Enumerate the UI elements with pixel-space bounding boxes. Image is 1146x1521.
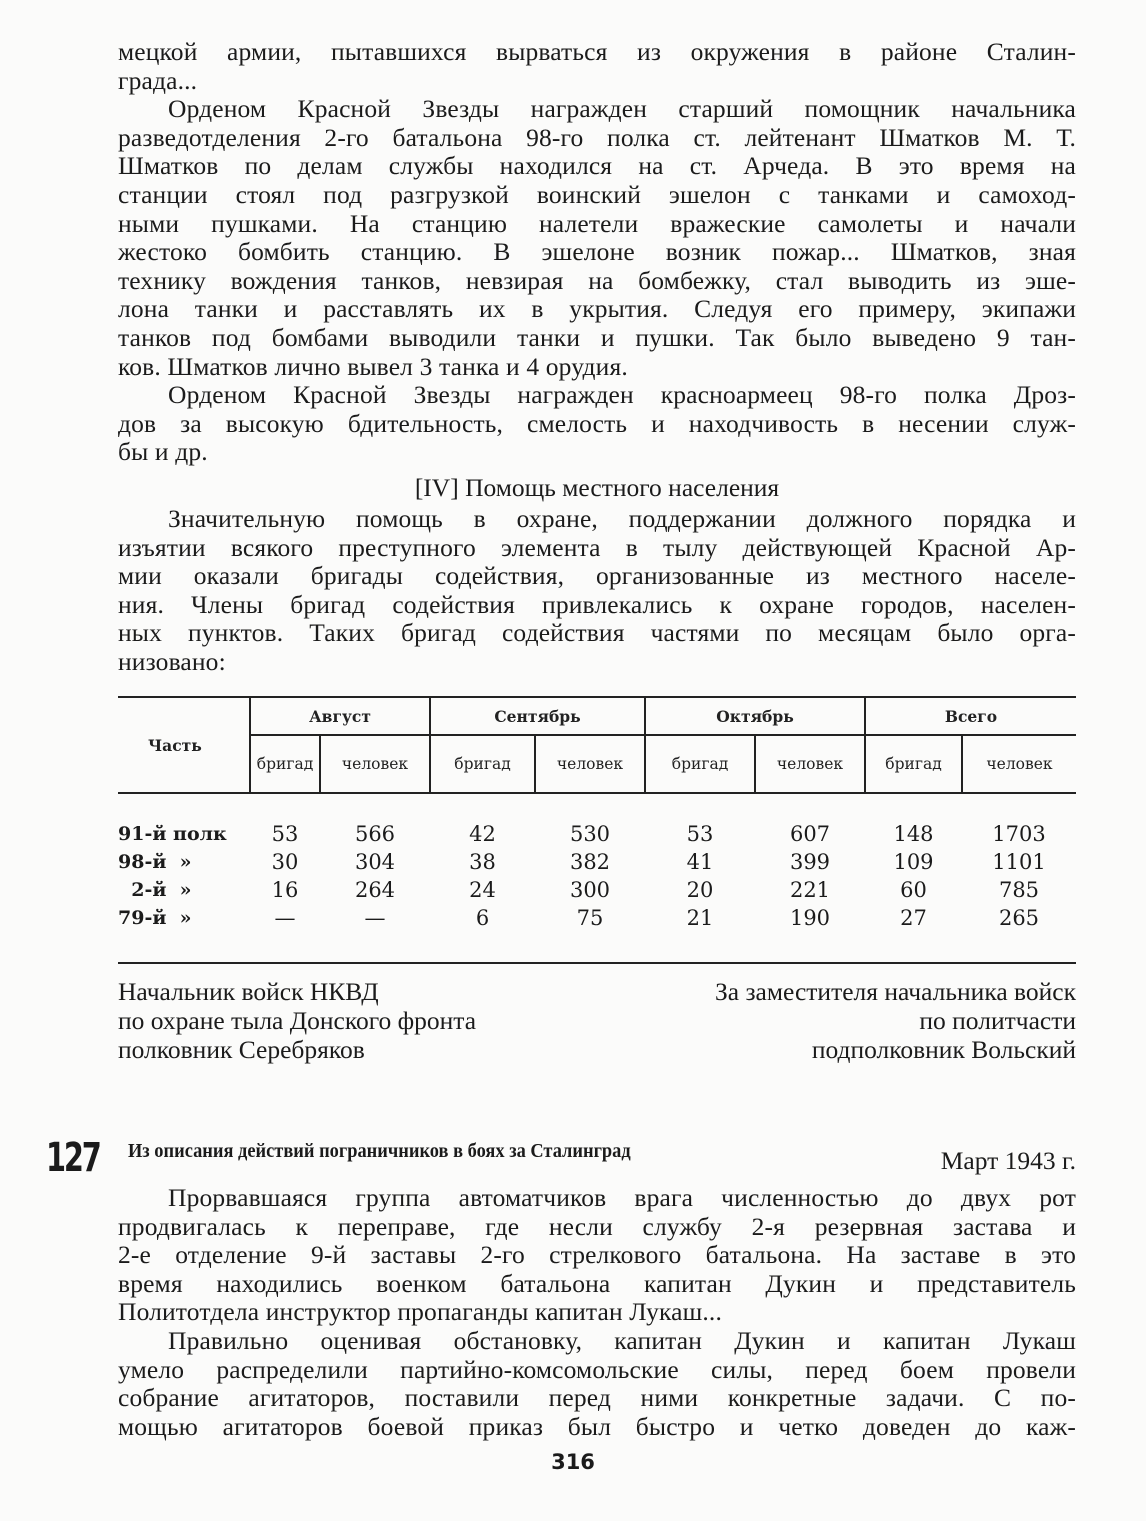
subheader-people: человек bbox=[962, 735, 1076, 793]
row-part: 91-й полк bbox=[118, 823, 227, 846]
table-row bbox=[118, 848, 1076, 876]
text-line: время находились военком батальона капитан Дукин и представитель bbox=[118, 1268, 1076, 1298]
table-row bbox=[118, 904, 1076, 963]
text-line: Политотдела инструктор пропаганды капитан Лукаш... bbox=[118, 1297, 722, 1327]
cell: 264 bbox=[354, 878, 396, 903]
signature-line: Начальник войск НКВД bbox=[118, 977, 379, 1007]
document-date: Март 1943 г. bbox=[940, 1146, 1076, 1175]
text-line: Прорвавшаяся группа автоматчиков врага численностью до двух рот bbox=[168, 1183, 1076, 1212]
cell: 109 bbox=[893, 850, 934, 875]
text-line: низовано: bbox=[118, 646, 226, 676]
cell: 148 bbox=[893, 822, 934, 847]
text-line: разведотделения 2-го батальона 98-го полка ст. лейтенант Шматков М. Т. bbox=[118, 122, 1076, 152]
cell: 53 bbox=[686, 822, 714, 847]
text-line: изъятии всякого преступного элемента в тылу действующей Красной Ар- bbox=[118, 532, 1076, 562]
header-october: Октябрь bbox=[645, 697, 865, 735]
text-line: бы и др. bbox=[118, 437, 208, 467]
paragraph-intro bbox=[118, 505, 1076, 677]
text-line: жестоко бомбить станцию. В эшелоне возник пожар... Шматков, зная bbox=[118, 237, 1076, 267]
brigades-table bbox=[118, 696, 1076, 964]
text-line: продвигалась к переправе, где несли службу 2-я резервная застава и bbox=[118, 1211, 1076, 1241]
text-line: Орденом Красной Звезды награжден красноармеец 98-го полка Дроз- bbox=[168, 380, 1076, 410]
document-title: Из описания действий пограничников в боях за Сталинград bbox=[128, 1140, 631, 1162]
text-line: Шматков по делам службы находился на ст. Арчеда. В это время на bbox=[118, 151, 1076, 181]
subheader-people: человек bbox=[320, 735, 430, 793]
paragraph-1 bbox=[118, 38, 1076, 95]
page-number: 316 bbox=[551, 1450, 595, 1474]
cell: 607 bbox=[789, 822, 831, 847]
cell: 300 bbox=[569, 878, 611, 903]
subheader-brigades: бригад bbox=[865, 735, 962, 793]
cell: 21 bbox=[645, 904, 755, 963]
header-september: Сентябрь bbox=[430, 697, 645, 735]
cell: 24 bbox=[469, 878, 496, 903]
text-line: Орденом Красной Звезды награжден старший помощник начальника bbox=[168, 94, 1076, 124]
cell: 1101 bbox=[992, 850, 1046, 875]
text-line: мецкой армии, пытавшихся вырваться из окружения в районе Сталин- bbox=[118, 37, 1076, 66]
row-part: 79-й » bbox=[118, 904, 250, 963]
text-line: Правильно оценивая обстановку, капитан Дукин и капитан Лукаш bbox=[168, 1325, 1076, 1355]
document-header bbox=[0, 1135, 1076, 1181]
cell: — bbox=[250, 904, 320, 963]
cell: 53 bbox=[271, 822, 299, 847]
cell: 1703 bbox=[992, 822, 1046, 847]
signature-left bbox=[118, 978, 476, 1064]
cell: 382 bbox=[569, 850, 611, 875]
document-body bbox=[118, 1184, 1076, 1441]
cell: 399 bbox=[789, 850, 831, 875]
text-line: технику вождения танков, невзирая на бомбежку, стал выводить из эше- bbox=[118, 265, 1076, 295]
text-line: умело распределили партийно-комсомольские силы, перед боем провели bbox=[118, 1354, 1076, 1384]
text-line: ков. Шматков лично вывел 3 танка и 4 орудия. bbox=[118, 351, 628, 381]
document-number: 127 bbox=[46, 1135, 100, 1181]
text-line: 2-е отделение 9-й заставы 2-го стрелкового батальона. На заставе в это bbox=[118, 1240, 1076, 1270]
text-line: града... bbox=[118, 65, 198, 95]
text-line: Значительную помощь в охране, поддержании должного порядка и bbox=[168, 503, 1076, 533]
header-part: Часть bbox=[118, 697, 250, 793]
table-row bbox=[118, 876, 1076, 904]
subheader-people: человек bbox=[535, 735, 645, 793]
cell: 221 bbox=[789, 878, 831, 903]
cell: 75 bbox=[535, 904, 645, 963]
cell: 41 bbox=[686, 850, 714, 875]
text-line: лона танки и расставлять их в укрытия. Следуя его примеру, экипажи bbox=[118, 294, 1076, 324]
signature-line: подполковник Вольский bbox=[811, 1034, 1076, 1064]
text-line: собрание агитаторов, поставили перед ними конкретные задачи. С по- bbox=[118, 1383, 1076, 1413]
signature-right bbox=[715, 978, 1076, 1064]
subheader-people: человек bbox=[755, 735, 865, 793]
cell: 785 bbox=[998, 878, 1040, 903]
cell: 16 bbox=[271, 878, 299, 903]
cell: 60 bbox=[900, 878, 927, 903]
cell: 190 bbox=[755, 904, 865, 963]
cell: 30 bbox=[271, 850, 299, 875]
paragraph-3 bbox=[118, 381, 1076, 467]
table-row bbox=[118, 793, 1076, 848]
text-line: станции стоял под разгрузкой воинский эшелон с танками и самоход- bbox=[118, 179, 1076, 209]
cell: 530 bbox=[569, 822, 611, 847]
signature-block bbox=[118, 978, 1076, 1068]
header-august: Август bbox=[250, 697, 430, 735]
text-line: ных пунктов. Таких бригад содействия частями по месяцам было орга- bbox=[118, 618, 1076, 648]
page-content bbox=[118, 38, 1076, 1068]
cell: 42 bbox=[469, 822, 496, 847]
paragraph-5 bbox=[118, 1327, 1076, 1441]
subheader-brigades: бригад bbox=[250, 735, 320, 793]
signature-line: За заместителя начальника войск bbox=[715, 977, 1076, 1007]
text-line: ными пушками. На станцию налетели вражеские самолеты и начали bbox=[118, 208, 1076, 238]
signature-line: по политчасти bbox=[919, 1006, 1076, 1036]
text-line: мии оказали бригады содействия, организованные из местного населе- bbox=[118, 561, 1076, 591]
cell: 27 bbox=[865, 904, 962, 963]
signature-line: полковник Серебряков bbox=[118, 1034, 365, 1064]
subheader-brigades: бригад bbox=[645, 735, 755, 793]
signature-line: по охране тыла Донского фронта bbox=[118, 1006, 477, 1036]
cell: 38 bbox=[469, 850, 496, 875]
cell: 304 bbox=[354, 850, 396, 875]
cell: 566 bbox=[354, 822, 396, 847]
section-heading: [IV] Помощь местного населения bbox=[414, 472, 780, 502]
cell: — bbox=[320, 904, 430, 963]
header-total: Всего bbox=[865, 697, 1076, 735]
cell: 6 bbox=[430, 904, 535, 963]
paragraph-4 bbox=[118, 1184, 1076, 1327]
row-part: 98-й » bbox=[118, 851, 192, 874]
cell: 20 bbox=[686, 878, 714, 903]
text-line: танков под бомбами выводили танки и пушки. Так было выведено 9 тан- bbox=[118, 322, 1076, 352]
subheader-brigades: бригад bbox=[430, 735, 535, 793]
row-part: 2-й » bbox=[118, 879, 192, 902]
paragraph-2 bbox=[118, 95, 1076, 381]
text-line: дов за высокую бдительность, смелость и находчивость в несении служ- bbox=[118, 408, 1076, 438]
text-line: ния. Члены бригад содействия привлекались к охране городов, населен- bbox=[118, 589, 1076, 619]
cell: 265 bbox=[962, 904, 1076, 963]
text-line: мощью агитаторов боевой приказ был быстро и четко доведен до каж- bbox=[118, 1411, 1076, 1441]
